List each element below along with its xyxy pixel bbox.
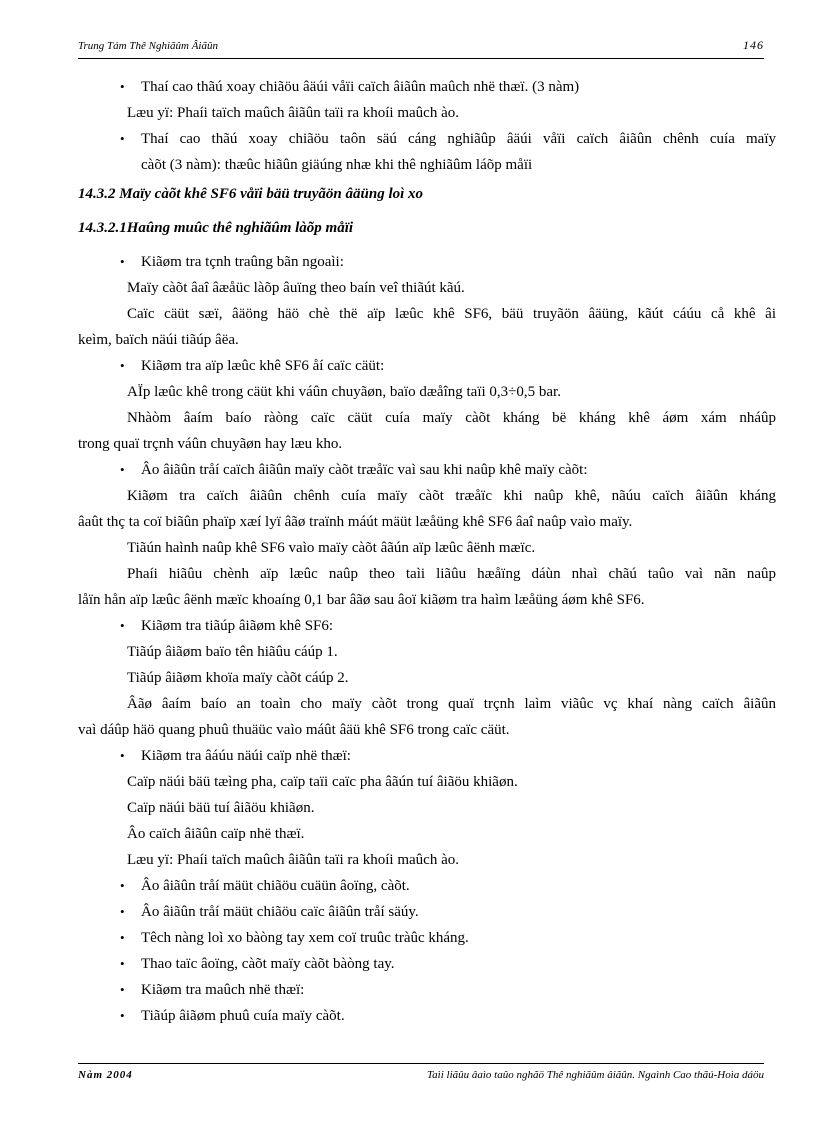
- bullet-icon: •: [120, 878, 125, 893]
- section-heading: 14.3.2 Maïy càõt khê SF6 våïi bäü truyãön âäüng loì xo: [78, 186, 424, 202]
- paragraph: Âo caïch âiãûn caïp nhë thæï.: [127, 826, 305, 842]
- bullet-icon: •: [120, 982, 125, 997]
- page-number: 146: [743, 38, 764, 52]
- list-item: • Kiãøm tra tçnh traûng bãn ngoaìi:: [78, 249, 776, 275]
- list-item: • Thaí cao thãú xoay chiãöu âäúi våïi caïch âiãûn maûch nhë thæï. (3 nàm): [78, 74, 776, 100]
- paragraph: Caïc cäüt sæï, âäöng häö chè thë aïp læûc khê SF6, bäü truyãön âäüng, kãút cáúu cå khê âi: [127, 306, 776, 322]
- bullet-icon: •: [120, 930, 125, 945]
- bullet-icon: •: [120, 904, 125, 919]
- paragraph: AÏp læûc khê trong cäüt khi váûn chuyãøn, baïo dæåîng taïi 0,3÷0,5 bar.: [127, 384, 561, 400]
- paragraph: keìm, baïch näúi tiãúp âëa.: [78, 332, 239, 348]
- bullet-icon: •: [120, 358, 125, 373]
- bullet-icon: •: [120, 748, 125, 763]
- paragraph: Maïy càõt âaî âæåüc làõp âuïng theo baín veî thiãút kãú.: [127, 280, 465, 296]
- list-item: • Têch nàng loì xo bàòng tay xem coï truûc tràûc kháng.: [78, 925, 776, 951]
- paragraph: Kiãøm tra caïch âiãûn chênh cuía maïy càõt træåïc khi naûp khê, nãúu caïch âiãûn kháng: [127, 488, 776, 504]
- paragraph: Læu yï: Phaíi taïch maûch âiãûn taïi ra khoíi maûch ào.: [127, 105, 459, 121]
- bullet-icon: •: [120, 956, 125, 971]
- page-footer: [78, 1063, 764, 1086]
- paragraph: Caïp näúi bäü tuí âiãöu khiãøn.: [127, 800, 315, 816]
- footer-title: Taìi liãûu âaìo taûo nghãö Thê nghiãûm âiãûn. Ngaình Cao thãú-Hoìa dáöu: [427, 1069, 764, 1081]
- paragraph: Læu yï: Phaíi taïch maûch âiãûn taïi ra khoíi maûch ào.: [127, 852, 459, 868]
- paragraph: trong quaï trçnh váûn chuyãøn hay læu kho.: [78, 436, 343, 452]
- bullet-icon: •: [120, 1008, 125, 1023]
- list-item: • Kiãøm tra tiãúp âiãøm khê SF6:: [78, 613, 776, 639]
- paragraph: Phaíi hiãûu chènh aïp læûc naûp theo taìi liãûu hæåïng dáùn nhaì chãú taûo vaì nãn naûp: [127, 566, 776, 582]
- bullet-icon: •: [120, 79, 125, 94]
- paragraph: Âãø âaím baío an toaìn cho maïy càõt trong quaï trçnh laìm viãûc vç khaí nàng caïch âiãûn: [127, 696, 776, 712]
- paragraph: Nhàòm âaím baío ràòng caïc cäüt cuía maïy càõt kháng bë kháng khê áøm xám nháûp: [127, 410, 776, 426]
- list-item: • Thaí cao thãú xoay chiãöu taôn säú cáng nghiãûp âäúi våïi caïch âiãûn chênh cuía maïy: [78, 126, 776, 152]
- list-item: • Kiãøm tra maûch nhë thæï:: [78, 977, 776, 1003]
- footer-year: Nàm 2004: [78, 1069, 133, 1081]
- header-title: Trung Tám Thê Nghiãûm Âiãûn: [78, 40, 218, 52]
- paragraph: càõt (3 nàm): thæûc hiãûn giäúng nhæ khi thê nghiãûm láõp måïi: [141, 157, 533, 173]
- list-item: • Tiãúp âiãøm phuû cuía maïy càõt.: [78, 1003, 776, 1029]
- list-item: • Kiãøm tra âáúu näúi caïp nhë thæï:: [78, 743, 776, 769]
- list-item: • Thao taïc âoïng, càõt maïy càõt bàòng tay.: [78, 951, 776, 977]
- bullet-icon: •: [120, 462, 125, 477]
- paragraph: Tiãún haình naûp khê SF6 vaìo maïy càõt âãún aïp læûc âënh mæïc.: [127, 540, 536, 556]
- paragraph: Tiãúp âiãøm baïo tên hiãûu cáúp 1.: [127, 644, 338, 660]
- paragraph: Caïp näúi bäü tæìng pha, caïp taïi caïc pha âãún tuí âiãöu khiãøn.: [127, 774, 518, 790]
- bullet-icon: •: [120, 131, 125, 146]
- list-item: • Kiãøm tra aïp læûc khê SF6 åí caïc cäüt:: [78, 353, 776, 379]
- bullet-icon: •: [120, 254, 125, 269]
- subsection-heading: 14.3.2.1Haûng muûc thê nghiãûm làõp måïi: [78, 220, 354, 236]
- paragraph: vaì dáûp häö quang phuû thuäüc vaìo máût âäü khê SF6 trong caïc cäüt.: [78, 722, 510, 738]
- list-item: • Âo âiãûn tråí mäüt chiãöu caïc âiãûn tråí säúy.: [78, 899, 776, 925]
- list-item: • Âo âiãûn tråí mäüt chiãöu cuäün âoïng, càõt.: [78, 873, 776, 899]
- page-header: [78, 36, 764, 59]
- paragraph: Tiãúp âiãøm khoïa maïy càõt cáúp 2.: [127, 670, 349, 686]
- paragraph: âaût thç ta coï biãûn phaïp xæí lyï âãø traïnh máút mäüt læåüng khê SF6 âaî naûp vaìo maïy.: [78, 514, 633, 530]
- paragraph: låïn hån aïp læûc âënh mæïc khoaíng 0,1 bar âãø sau âoï kiãøm tra haìm læåüng áøm khê SF6.: [78, 592, 645, 608]
- list-item: • Âo âiãûn tråí caïch âiãûn maïy càõt træåïc vaì sau khi naûp khê maïy càõt:: [78, 457, 776, 483]
- bullet-icon: •: [120, 618, 125, 633]
- document-body: [78, 74, 776, 1029]
